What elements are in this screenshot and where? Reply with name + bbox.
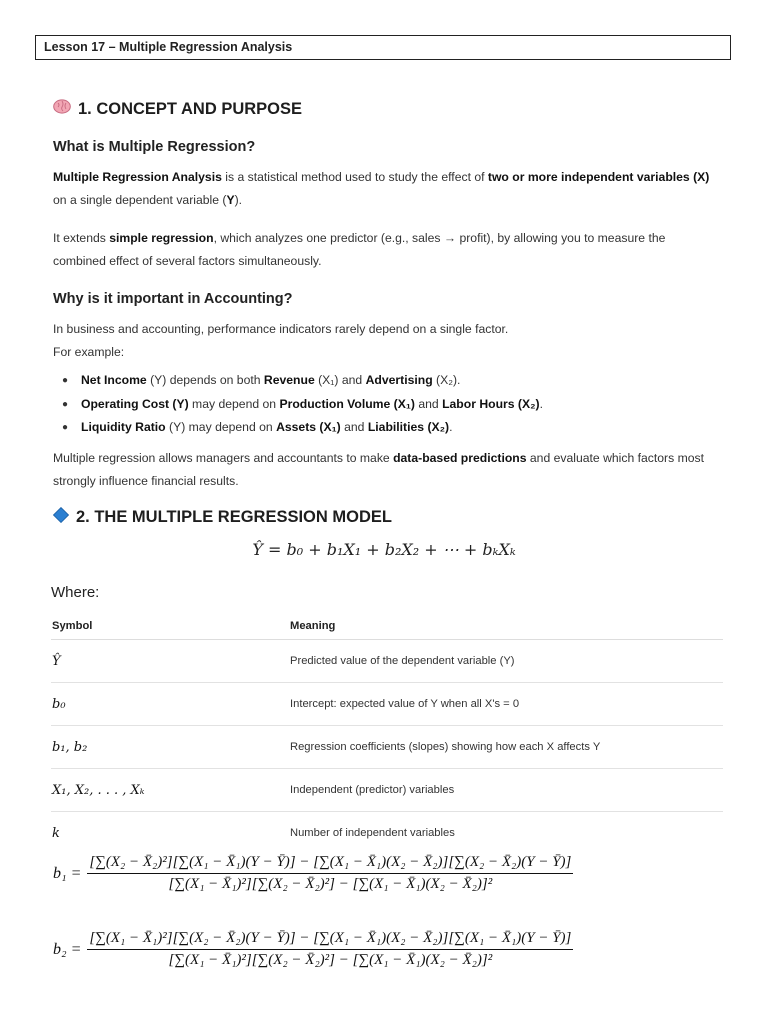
meaning-cell: Intercept: expected value of Y when all X's = 0 xyxy=(289,683,723,726)
b2-formula xyxy=(53,930,573,969)
section2-title: 2. THE MULTIPLE REGRESSION MODEL xyxy=(76,508,392,526)
b2-denominator: [∑(X₁ − X̄₁)²][∑(X₂ − X̄₂)²] − [∑(X₁ − X̄₁)(X₂ − X̄₂)]² xyxy=(168,952,493,968)
paragraph-multiple-regression xyxy=(53,447,713,493)
section1-title: 1. CONCEPT AND PURPOSE xyxy=(78,99,303,118)
b1-label: b₁ = xyxy=(53,864,82,882)
text-span: on a single dependent variable ( xyxy=(53,193,227,207)
text-span: is a statistical method used to study the effect of xyxy=(221,170,488,184)
term-mra: Multiple Regression Analysis xyxy=(53,170,222,184)
list-item xyxy=(62,416,712,440)
text-span: Operating Cost (Y) xyxy=(81,396,189,411)
b1-formula xyxy=(53,854,573,893)
section1-heading xyxy=(53,99,302,119)
meaning-cell: Regression coefficients (slopes) showing how each X affects Y xyxy=(289,726,723,769)
text-span: Liabilities (X₂) xyxy=(367,420,450,434)
brain-icon xyxy=(53,99,71,119)
regression-model-equation: Ŷ = b₀ + b₁X₁ + b₂X₂ + ⋯ + bₖXₖ xyxy=(252,540,516,559)
meaning-cell: Predicted value of the dependent variable (Y) xyxy=(289,640,723,683)
paragraph-business xyxy=(53,318,713,364)
b1-denominator: [∑(X₁ − X̄₁)²][∑(X₂ − X̄₂)²] − [∑(X₁ − X̄₁)(X₂ − X̄₂)]² xyxy=(168,876,493,892)
column-header-meaning: Meaning xyxy=(289,612,723,640)
text-span: . xyxy=(449,420,453,434)
text-span: ). xyxy=(234,193,243,207)
text-span: and xyxy=(340,420,368,434)
text-span: may depend on xyxy=(188,396,280,411)
text-span: . xyxy=(539,396,543,411)
text-span: (X₁) and xyxy=(314,373,366,387)
table-row xyxy=(51,812,723,855)
lesson-title: Lesson 17 – Multiple Regression Analysis xyxy=(44,40,293,54)
text-span: It extends xyxy=(53,231,110,245)
text-span: Production Volume (X₁) xyxy=(279,396,415,411)
table-row xyxy=(51,726,723,769)
text-span: Revenue xyxy=(263,373,315,387)
text-span: and evaluate which factors most strongly influence financial results. xyxy=(53,451,704,488)
bullet-icon: ● xyxy=(62,375,69,386)
text-line: For example: xyxy=(53,345,125,359)
bullet-icon: ● xyxy=(62,422,69,433)
term-y: Y xyxy=(226,193,235,207)
text-span: (Y) may depend on xyxy=(165,420,277,434)
question-what-is: What is Multiple Regression? xyxy=(53,139,256,155)
symbol-cell: Ŷ xyxy=(52,653,61,669)
table-header-row xyxy=(51,612,723,640)
text-span: Net Income xyxy=(81,373,147,387)
text-span: Liquidity Ratio xyxy=(81,420,166,434)
b2-fraction xyxy=(87,930,573,969)
term-independent: two or more independent variables (X) xyxy=(487,170,710,184)
paragraph-definition xyxy=(53,166,713,212)
b2-label: b₂ = xyxy=(53,940,82,958)
table-row xyxy=(51,683,723,726)
text-line: In business and accounting, performance indicators rarely depend on a single factor. xyxy=(53,322,509,336)
example-list xyxy=(62,369,712,440)
symbol-cell: b₁, b₂ xyxy=(52,739,88,755)
text-span: Assets (X₁) xyxy=(276,420,341,434)
bullet-icon: ● xyxy=(62,398,69,410)
question-why-important: Why is it important in Accounting? xyxy=(53,291,293,307)
text-span: (Y) depends on both xyxy=(146,373,264,387)
symbol-table xyxy=(51,612,723,854)
symbol-cell: b₀ xyxy=(52,696,66,712)
text-span: Multiple regression allows managers and accountants to make xyxy=(53,451,394,465)
lesson-title-box xyxy=(35,35,731,60)
text-span: Labor Hours (X₂) xyxy=(442,396,540,411)
section2-heading xyxy=(53,507,392,528)
blue-diamond-icon xyxy=(53,507,69,528)
b1-numerator: [∑(X₂ − X̄₂)²][∑(X₁ − X̄₁)(Y − Ȳ)] − [∑(X₁ − X̄₁)(X₂ − X̄₂)][∑(X₂ − X̄₂)(Y − Ȳ)] xyxy=(87,854,573,874)
text-span: , which analyzes one predictor (e.g., sales → profit), by allowing you to measure the combined effect of several factors simultaneously. xyxy=(53,231,666,268)
column-header-symbol: Symbol xyxy=(51,612,289,640)
symbol-cell: k xyxy=(52,825,60,841)
list-item xyxy=(62,393,712,417)
text-span: Advertising xyxy=(365,373,433,387)
term-data-based: data-based predictions xyxy=(393,451,527,465)
symbol-cell: X₁, X₂, . . . , Xₖ xyxy=(52,782,145,798)
paragraph-extends xyxy=(53,227,713,273)
text-span: (X₂). xyxy=(432,373,461,387)
meaning-cell: Independent (predictor) variables xyxy=(289,769,723,812)
list-item xyxy=(62,369,712,393)
meaning-cell: Number of independent variables xyxy=(290,827,455,839)
text-span: and xyxy=(414,396,443,411)
term-simple-regression: simple regression xyxy=(109,231,214,245)
table-row xyxy=(51,640,723,683)
table-row xyxy=(51,769,723,812)
b2-numerator: [∑(X₁ − X̄₁)²][∑(X₂ − X̄₂)(Y − Ȳ)] − [∑(X₁ − X̄₁)(X₂ − X̄₂)][∑(X₁ − X̄₁)(Y − Ȳ)] xyxy=(87,930,573,950)
b1-fraction xyxy=(87,854,573,893)
where-label: Where: xyxy=(51,584,100,601)
